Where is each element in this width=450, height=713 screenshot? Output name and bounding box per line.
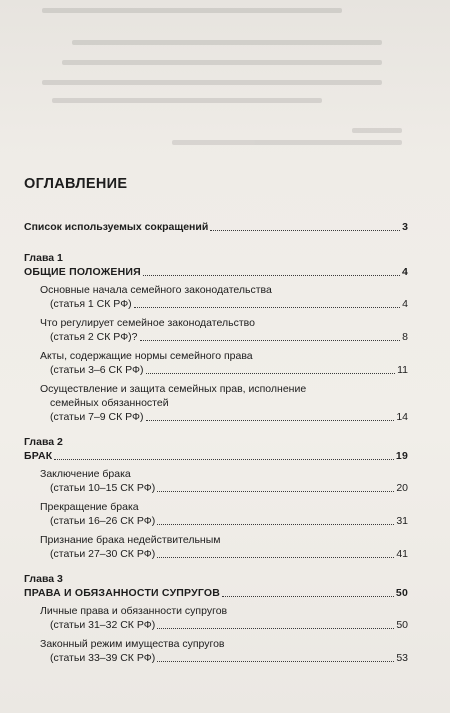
table-of-contents [24, 176, 408, 676]
chapter-title-row [24, 586, 408, 600]
entry-title-line: Прекращение брака [40, 501, 139, 513]
leader-dots [157, 491, 394, 492]
entry-title-line: Что регулирует семейное законодательство [40, 317, 255, 329]
entry-page: 4 [402, 298, 408, 310]
toc-entry [40, 533, 408, 561]
toc-chapter [24, 572, 408, 665]
leader-dots [134, 307, 400, 308]
leader-dots [143, 275, 400, 276]
toc-entry [40, 316, 408, 344]
entry-article-row [40, 481, 408, 495]
toc-entry [40, 637, 408, 665]
entry-article-row [40, 547, 408, 561]
toc-abbreviations-row [24, 220, 408, 234]
toc-abbreviations-page: 3 [402, 221, 408, 233]
entry-page: 31 [396, 515, 408, 527]
entry-articles: (статьи 3–6 СК РФ) [50, 364, 144, 376]
leader-dots [146, 420, 395, 421]
entry-title-line: Основные начала семейного законодательства [40, 284, 272, 296]
entry-title-line: Признание брака недействительным [40, 534, 221, 546]
toc-heading: ОГЛАВЛЕНИЕ [24, 176, 128, 192]
entry-title-line: Личные права и обязанности супругов [40, 605, 228, 617]
entry-article-row [40, 297, 408, 311]
toc-chapter [24, 435, 408, 561]
toc-chapter [24, 251, 408, 424]
entry-page: 14 [396, 411, 408, 423]
toc-entry [40, 283, 408, 311]
entry-articles: (статьи 16–26 СК РФ) [50, 515, 156, 527]
entry-article-row [40, 651, 408, 665]
bleed-through-text [22, 0, 422, 150]
entry-articles: (статья 1 СК РФ) [50, 298, 132, 310]
entry-page: 11 [397, 364, 408, 376]
entry-article-row [40, 514, 408, 528]
chapter-title-row [24, 449, 408, 463]
entry-articles: (статьи 31–32 СК РФ) [50, 619, 156, 631]
chapter-title-row [24, 265, 408, 279]
toc-entry [40, 604, 408, 632]
leader-dots [222, 596, 394, 597]
toc-entry [40, 500, 408, 528]
leader-dots [140, 340, 401, 341]
entry-article-row [40, 618, 408, 632]
entry-page: 50 [396, 619, 408, 631]
leader-dots [146, 373, 396, 374]
entry-articles: (статьи 10–15 СК РФ) [50, 482, 156, 494]
chapter-page: 19 [395, 450, 408, 462]
chapter-title: ОБЩИЕ ПОЛОЖЕНИЯ [24, 266, 141, 278]
chapter-page: 4 [401, 266, 408, 278]
entry-title-line: Акты, содержащие нормы семейного права [40, 350, 253, 362]
entry-page: 53 [396, 652, 408, 664]
entry-article-row [40, 363, 408, 377]
leader-dots [210, 230, 400, 231]
entry-title-line: Заключение брака [40, 468, 131, 480]
entry-articles: (статья 2 СК РФ)? [50, 331, 138, 343]
chapter-title: ПРАВА И ОБЯЗАННОСТИ СУПРУГОВ [24, 587, 221, 599]
leader-dots [157, 661, 394, 662]
entry-article-row [40, 410, 408, 424]
leader-dots [54, 459, 393, 460]
entry-page: 8 [402, 331, 408, 343]
entry-title-line: Законный режим имущества супругов [40, 638, 225, 650]
toc-abbreviations-label: Список используемых сокращений [24, 221, 209, 233]
entry-articles: (статьи 7–9 СК РФ) [50, 411, 144, 423]
entry-articles: (статьи 33–39 СК РФ) [50, 652, 156, 664]
entry-title-line: семейных обязанностей [50, 397, 169, 409]
chapter-label: Глава 3 [24, 573, 63, 585]
chapter-title: БРАК [24, 450, 53, 462]
entry-articles: (статьи 27–30 СК РФ) [50, 548, 156, 560]
toc-entry [40, 349, 408, 377]
leader-dots [157, 557, 394, 558]
leader-dots [157, 524, 394, 525]
entry-article-row [40, 330, 408, 344]
entry-page: 20 [396, 482, 408, 494]
chapter-page: 50 [395, 587, 408, 599]
chapter-label: Глава 1 [24, 252, 63, 264]
toc-entry [40, 382, 408, 424]
entry-title-line: Осуществление и защита семейных прав, исполнение [40, 383, 307, 395]
leader-dots [157, 628, 394, 629]
toc-chapters [24, 251, 408, 665]
toc-entry [40, 467, 408, 495]
chapter-label: Глава 2 [24, 436, 63, 448]
entry-page: 41 [396, 548, 408, 560]
